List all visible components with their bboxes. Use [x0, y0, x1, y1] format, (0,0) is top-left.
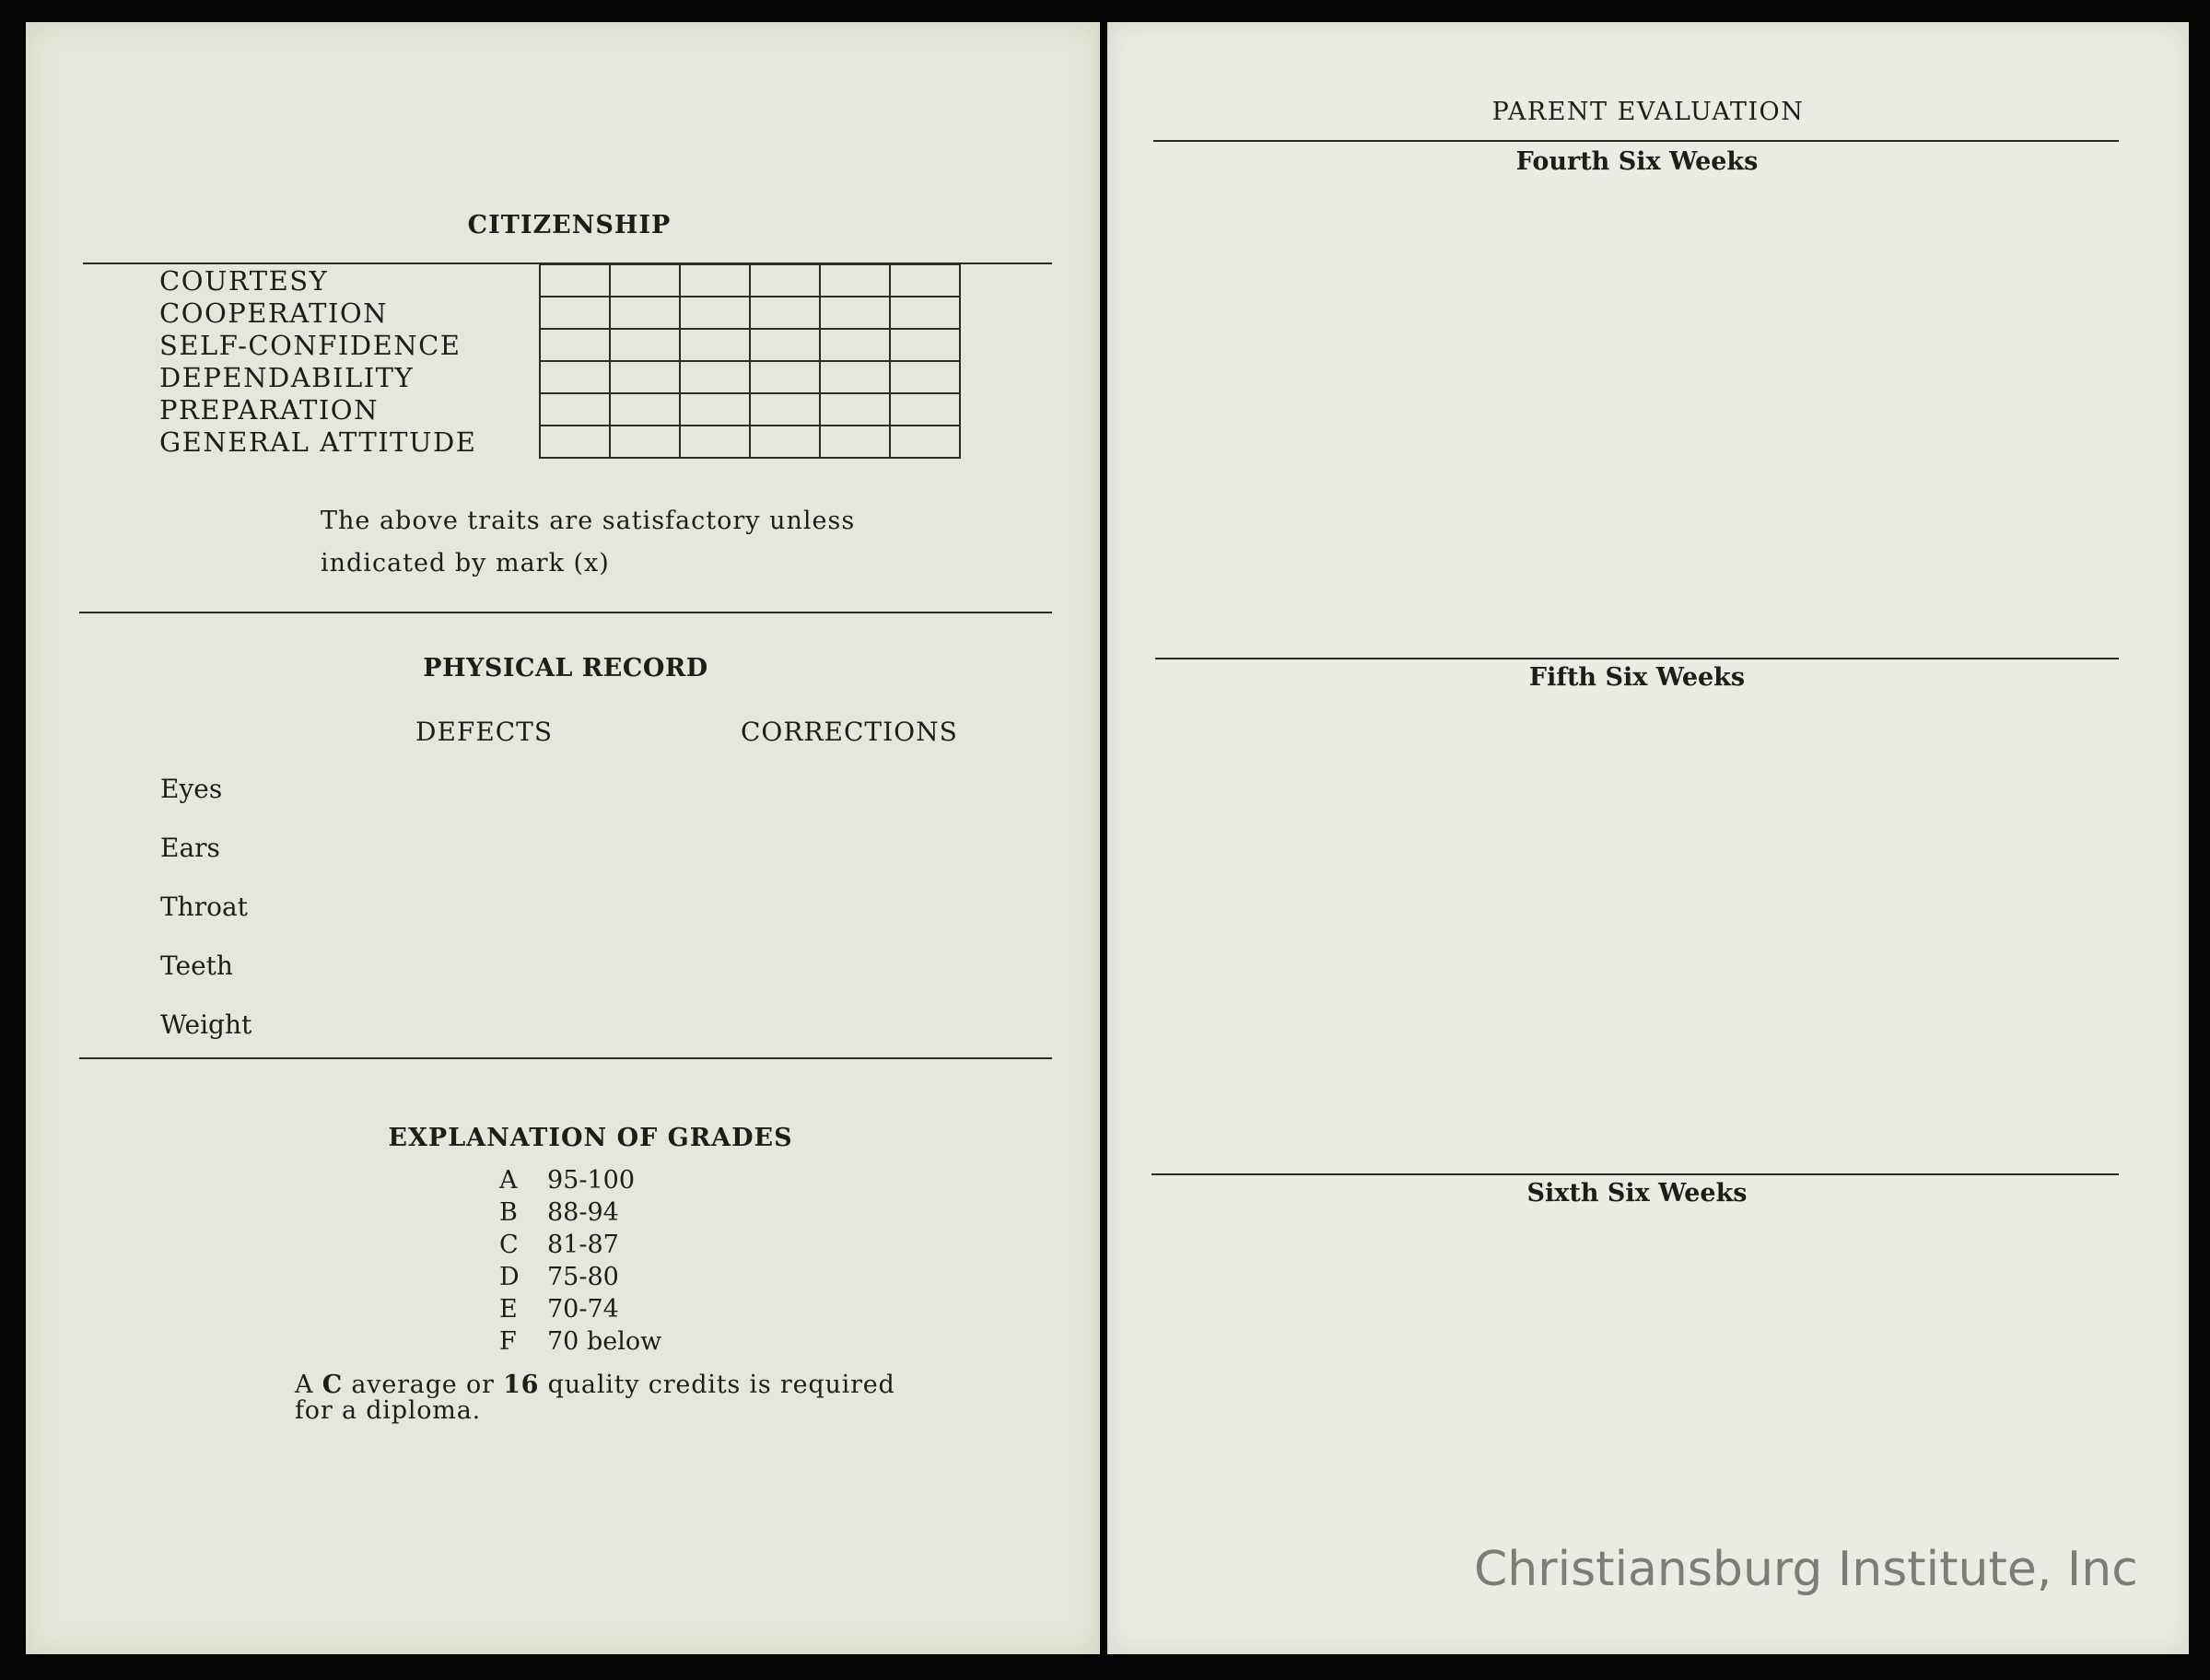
grid-row: [540, 393, 960, 426]
grid-cell[interactable]: [820, 329, 890, 361]
grade-letter: B: [499, 1198, 518, 1227]
note-mid: average or: [342, 1371, 504, 1399]
grid-cell[interactable]: [890, 297, 960, 329]
grid-row: [540, 426, 960, 458]
grid-cell[interactable]: [540, 264, 610, 297]
parent-evaluation-rule: [1153, 140, 2119, 142]
grid-cell[interactable]: [610, 264, 680, 297]
grade-letter: C: [499, 1231, 519, 1259]
grid-cell[interactable]: [680, 393, 750, 426]
grid-cell[interactable]: [890, 393, 960, 426]
grid-cell[interactable]: [680, 297, 750, 329]
parent-evaluation-title: PARENT EVALUATION: [1491, 98, 1805, 126]
physical-bottom-rule: [79, 1057, 1052, 1059]
grid-cell[interactable]: [680, 264, 750, 297]
physical-row-eyes: Eyes: [160, 774, 223, 804]
grid-cell[interactable]: [680, 426, 750, 458]
grid-cell[interactable]: [610, 297, 680, 329]
grid-row: [540, 361, 960, 393]
diploma-requirement-line1: [295, 1371, 895, 1399]
physical-row-weight: Weight: [160, 1009, 252, 1040]
defects-column-header: DEFECTS: [415, 717, 554, 747]
sixth-six-weeks-label: Sixth Six Weeks: [1526, 1179, 1748, 1208]
trait-general-attitude: GENERAL ATTITUDE: [159, 426, 477, 458]
physical-row-ears: Ears: [160, 833, 220, 863]
grid-cell[interactable]: [820, 393, 890, 426]
grade-range: 88-94: [547, 1198, 619, 1227]
fifth-six-weeks-area[interactable]: [1153, 704, 2119, 1164]
grid-cell[interactable]: [610, 361, 680, 393]
grid-cell[interactable]: [820, 264, 890, 297]
grid-cell[interactable]: [680, 329, 750, 361]
grade-row-b: [499, 1198, 619, 1227]
grade-row-c: [499, 1231, 619, 1259]
note-16-bold: 16: [503, 1371, 540, 1399]
grid-cell[interactable]: [750, 264, 820, 297]
grid-cell[interactable]: [890, 264, 960, 297]
grid-cell[interactable]: [610, 329, 680, 361]
grid-cell[interactable]: [890, 361, 960, 393]
trait-courtesy: COURTESY: [159, 265, 329, 297]
grid-cell[interactable]: [610, 426, 680, 458]
grid-cell[interactable]: [750, 426, 820, 458]
fourth-six-weeks-area[interactable]: [1153, 188, 2119, 667]
grid-cell[interactable]: [820, 426, 890, 458]
grid-cell[interactable]: [540, 329, 610, 361]
grid-cell[interactable]: [540, 297, 610, 329]
corrections-column-header: CORRECTIONS: [741, 717, 958, 747]
grid-cell[interactable]: [890, 329, 960, 361]
citizenship-title: CITIZENSHIP: [467, 211, 672, 239]
grade-range: 70-74: [547, 1295, 619, 1324]
grid-row: [540, 264, 960, 297]
grade-range: 81-87: [547, 1231, 619, 1259]
grid-row: [540, 329, 960, 361]
grade-range: 75-80: [547, 1263, 619, 1291]
citizenship-grid: [539, 263, 961, 459]
citizenship-bottom-rule: [79, 612, 1052, 613]
trait-dependability: DEPENDABILITY: [159, 362, 415, 393]
fifth-six-weeks-label: Fifth Six Weeks: [1528, 663, 1746, 692]
grid-cell[interactable]: [610, 393, 680, 426]
grade-letter: A: [499, 1166, 518, 1195]
trait-preparation: PREPARATION: [159, 394, 379, 426]
grid-cell[interactable]: [540, 393, 610, 426]
grades-title: EXPLANATION OF GRADES: [388, 1124, 793, 1152]
physical-row-throat: Throat: [160, 892, 248, 922]
grid-cell[interactable]: [680, 361, 750, 393]
grid-cell[interactable]: [820, 297, 890, 329]
grid-cell[interactable]: [750, 361, 820, 393]
grade-letter: F: [499, 1327, 517, 1356]
sixth-six-weeks-rule: [1152, 1173, 2119, 1175]
note-c-bold: C: [322, 1371, 343, 1399]
grid-cell[interactable]: [750, 297, 820, 329]
grade-letter: E: [499, 1295, 518, 1324]
trait-cooperation: COOPERATION: [159, 298, 389, 329]
watermark-text: Christiansburg Institute, Inc: [1474, 1542, 2138, 1597]
grade-row-a: [499, 1166, 635, 1195]
physical-row-teeth: Teeth: [160, 951, 233, 981]
citizenship-note-line2: indicated by mark (x): [321, 549, 610, 578]
fourth-six-weeks-label: Fourth Six Weeks: [1515, 147, 1759, 176]
grid-cell[interactable]: [820, 361, 890, 393]
grid-cell[interactable]: [750, 393, 820, 426]
left-page: [26, 22, 1100, 1654]
grid-cell[interactable]: [890, 426, 960, 458]
grid-cell[interactable]: [540, 426, 610, 458]
right-page: [1107, 22, 2189, 1654]
note-end: quality credits is required: [539, 1371, 895, 1399]
fifth-six-weeks-rule: [1155, 658, 2119, 659]
grade-row-e: [499, 1295, 619, 1324]
diploma-requirement-line2: for a diploma.: [295, 1396, 481, 1425]
grade-letter: D: [499, 1263, 520, 1291]
note-a: A: [295, 1371, 322, 1399]
physical-record-title: PHYSICAL RECORD: [423, 654, 708, 682]
grid-cell[interactable]: [540, 361, 610, 393]
grade-range: 95-100: [547, 1166, 636, 1195]
trait-self-confidence: SELF-CONFIDENCE: [159, 330, 462, 361]
grade-range: 70 below: [547, 1327, 662, 1356]
sixth-six-weeks-area[interactable]: [1153, 1219, 2119, 1569]
citizenship-note-line1: The above traits are satisfactory unless: [321, 507, 856, 535]
grid-cell[interactable]: [750, 329, 820, 361]
grade-row-d: [499, 1263, 619, 1291]
grade-row-f: [499, 1327, 661, 1356]
grid-row: [540, 297, 960, 329]
